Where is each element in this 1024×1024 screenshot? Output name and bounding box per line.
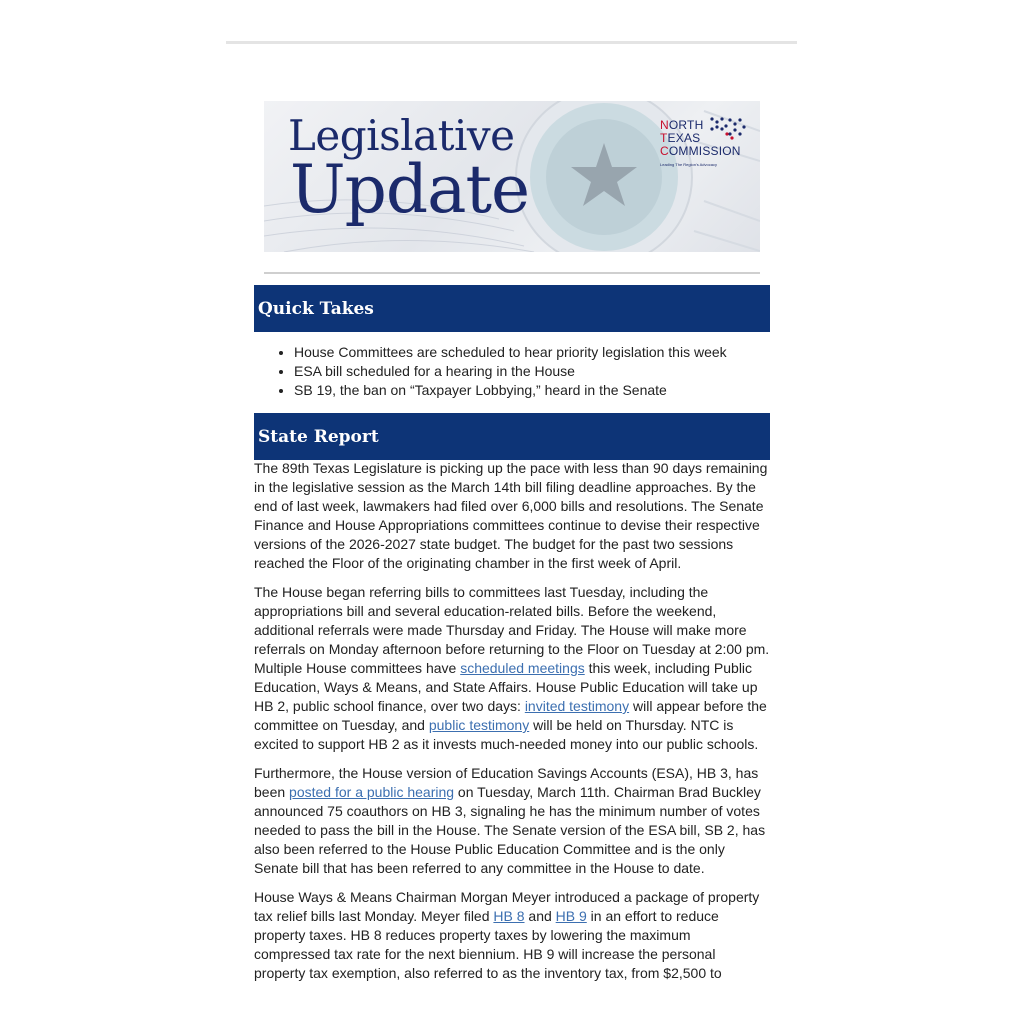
section-divider (264, 272, 760, 274)
quick-takes-list (254, 343, 770, 400)
list-item: • SB 19, the ban on “Taxpayer Lobbying,” heard in the Senate (294, 381, 770, 400)
public-testimony-link[interactable]: public testimony (428, 717, 530, 733)
paragraph: The House began referring bills to committees last Tuesday, including the appropriations bill and several education-related bills. Before the weekend, additional referrals were made Thursday and Friday. The House will make more referrals on Monday afternoon before returning to the Floor on Tuesday at 2:00 pm. Multiple House committees have scheduled meetings this week, including Public Education, Ways & Means, and State Affairs. House Public Education will take up HB 2, public school finance, over two days: invited testimony will appear before the committee on Tuesday, and public testimony will be held on Thursday. NTC is excited to support HB 2 as it invests much-needed money into our public schools. (254, 584, 770, 752)
scheduled-meetings-link[interactable]: scheduled meetings (460, 660, 585, 676)
list-item: • House Committees are scheduled to hear priority legislation this week (294, 343, 770, 362)
paragraph: Furthermore, the House version of Education Savings Accounts (ESA), HB 3, has been posted for a public hearing on Tuesday, March 11th. Chairman Brad Buckley announced 75 coauthors on HB 3, signaling he has the minimum number of votes needed to pass the bill in the House. The Senate version of the ESA bill, SB 2, has also been referred to the House Public Education Committee and is the only Senate bill that has been referred to any committee in the House to date. (254, 765, 766, 876)
public-hearing-link[interactable]: posted for a public hearing (289, 784, 455, 800)
quick-takes-heading: Quick Takes (254, 285, 770, 332)
banner-title-line1: Legislative (288, 111, 515, 160)
list-item: • ESA bill scheduled for a hearing in the House (294, 362, 770, 381)
ntc-logo: NORTH TEXAS COMMISSION Leading The Region's Advocacy (660, 119, 754, 171)
ntc-tagline: Leading The Region's Advocacy (660, 162, 717, 167)
hb9-link[interactable]: HB 9 (555, 908, 587, 924)
state-report-body (254, 459, 770, 993)
paragraph: The 89th Texas Legislature is picking up the pace with less than 90 days remaining in the legislative session as the March 14th bill filing deadline approaches. By the end of last week, lawmakers had filed over 6,000 bills and resolutions. The Senate Finance and House Appropriations committees continue to devise their respective versions of the 2026-2027 state budget. The budget for the past two sessions reached the Floor of the originating chamber in the first week of April. (254, 460, 768, 571)
top-divider (226, 41, 797, 44)
state-report-heading: State Report (254, 413, 770, 460)
paragraph: House Ways & Means Chairman Morgan Meyer introduced a package of property tax relief bills last Monday. Meyer filed HB 8 and HB 9 in an effort to reduce property taxes. HB 8 reduces property taxes by lowering the maximum compressed tax rate for the next biennium. HB 9 will increase the personal property tax exemption, also referred to as the inventory tax, from $2,500 to (254, 889, 760, 981)
hb8-link[interactable]: HB 8 (493, 908, 525, 924)
star-cluster-icon (708, 115, 748, 141)
legislative-update-banner (264, 101, 760, 252)
invited-testimony-link[interactable]: invited testimony (524, 698, 630, 714)
banner-title-line2: Update (290, 151, 530, 228)
